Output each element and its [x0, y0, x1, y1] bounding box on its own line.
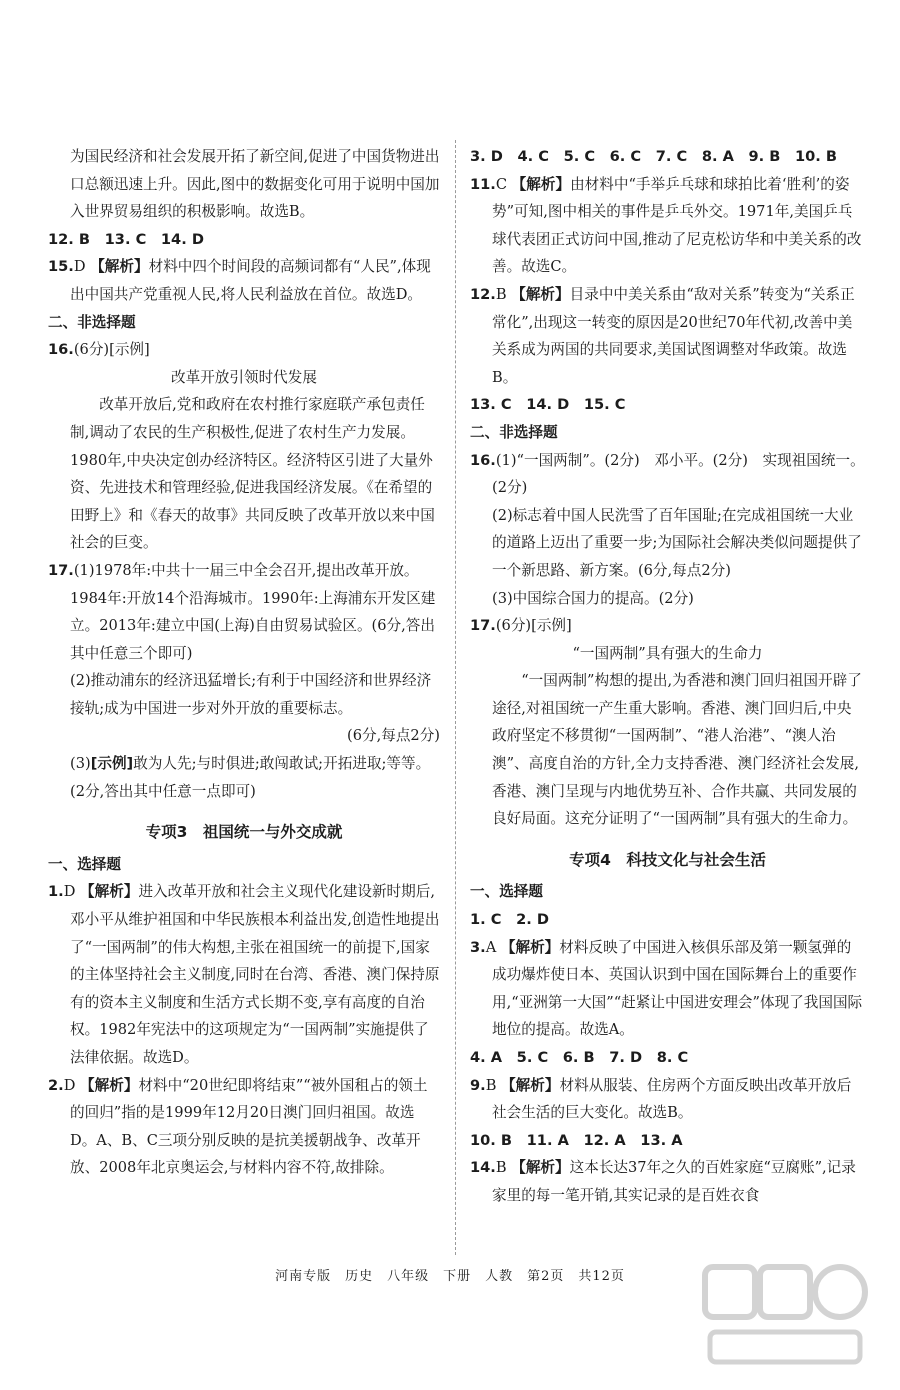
question-17-part2-score: (6分,每点2分)	[347, 727, 440, 745]
question-2: 2.D 【解析】材料中“20世纪即将结束”“被外国租占的领土的回归”指的是1999年12月20日澳门回归祖国。故选D。A、B、C三项分别反映的是抗美援朝战争、改革开放、2008年北京奥运会,与材料内容不符,故排除。	[48, 1076, 428, 1177]
question-9: 9.B 【解析】材料从服装、住房两个方面反映出改革开放后社会生活的巨大变化。故选B。	[470, 1076, 852, 1122]
answers-13-15: 13. C 14. D 15. C	[470, 396, 626, 414]
question-17-part2: (2)推动浦东的经济迅猛增长;有利于中国经济和世界经济接轨;成为中国进一步对外开放的重要标志。	[70, 672, 432, 717]
answers-10-13: 10. B 11. A 12. A 13. A	[470, 1131, 683, 1149]
question-16-part1: 16.(1)“一国两制”。(2分) 邓小平。(2分) 实现祖国统一。(2分)	[470, 451, 865, 497]
question-17-part3: (3)[示例]敢为人先;与时俱进;敢闯敢试;开拓进取;等等。(2分,答出其中任意一点即可)	[70, 755, 431, 800]
question-16-part3: (3)中国综合国力的提高。(2分)	[492, 589, 694, 607]
watermark-logo	[700, 1262, 870, 1372]
page-footer: 河南专版 历史 八年级 下册 人教 第2页 共12页	[275, 1269, 625, 1284]
question-3: 3.A 【解析】材料反映了中国进入核俱乐部及第一颗氢弹的成功爆炸使日本、英国认识到中国在国际舞台上的重要作用,“亚洲第一大国”“赶紧让中国进安理会”体现了我国国际地位的提高。故选A。	[470, 938, 863, 1039]
essay-body: “一国两制”构想的提出,为香港和澳门回归祖国开辟了途径,对祖国统一产生重大影响。香港、澳门回归后,中央政府坚定不移贯彻“一国两制”、“港人治港”、“澳人治澳”、高度自治的方针,全力支持香港、澳门经济社会发展,香港、澳门呈现与内地优势互补、合作共赢、共同发展的良好局面。这充分证明了“一国两制”具有强大的生命力。	[492, 672, 862, 828]
paragraph-continuation: 为国民经济和社会发展开拓了新空间,促进了中国货物进出口总额迅速上升。因此,图中的数据变化可用于说明中国加入世界贸易组织的积极影响。故选B。	[70, 148, 440, 221]
column-divider	[455, 140, 456, 1255]
question-14: 14.B 【解析】这本长达37年之久的百姓家庭“豆腐账”,记录家里的每一笔开销,其实记录的是百姓衣食	[470, 1159, 856, 1204]
essay-title: “一国两制”具有强大的生命力	[572, 644, 763, 662]
left-column	[48, 143, 440, 1182]
question-17-head: 17.(6分)[示例]	[470, 617, 572, 635]
section-non-choice: 二、非选择题	[470, 423, 558, 441]
answers-12-14: 12. B 13. C 14. D	[48, 230, 204, 248]
answers-4-8: 4. A 5. C 6. B 7. D 8. C	[470, 1049, 689, 1066]
section-choice: 一、选择题	[48, 855, 121, 873]
essay-title: 改革开放引领时代发展	[171, 368, 317, 386]
section-title-4: 专项4 科技文化与社会生活	[569, 850, 766, 869]
question-1: 1.D 【解析】进入改革开放和社会主义现代化建设新时期后,邓小平从维护祖国和中华民族根本利益出发,创造性地提出了“一国两制”的伟大构想,主张在祖国统一的前提下,国家的主体坚持社会主义制度,同时在台湾、香港、澳门保持原有的资本主义制度和生活方式长期不变,享有高度的自治权。1982年宪法中的这项规定为“一国两制”实施提供了法律依据。故选D。	[48, 883, 440, 1066]
section-choice: 一、选择题	[470, 883, 543, 901]
question-17-part1: 17.(1)1978年:中共十一届三中全会召开,提出改革开放。1984年:开放14个沿海城市。1990年:上海浦东开发区建立。2013年:建立中国(上海)自由贸易试验区。(6分,答出其中任意三个即可)	[48, 561, 436, 662]
question-15: 15.D 【解析】材料中四个时间段的高频词都有“人民”,体现出中国共产党重视人民,将人民利益放在首位。故选D。	[48, 258, 431, 303]
section-title-3: 专项3 祖国统一与外交成就	[145, 823, 343, 842]
right-column	[470, 143, 865, 1210]
answers-3-10: 3. D 4. C 5. C 6. C 7. C 8. A 9. B 10. B	[470, 148, 838, 165]
answers-1-2: 1. C 2. D	[470, 911, 549, 929]
question-16-head: 16.(6分)[示例]	[48, 341, 150, 359]
section-non-choice: 二、非选择题	[48, 313, 136, 331]
question-12: 12.B 【解析】目录中中美关系由“敌对关系”转变为“关系正常化”,出现这一转变的原因是20世纪70年代初,改善中美关系成为两国的共同要求,美国试图调整对华政策。故选B。	[470, 285, 855, 386]
question-16-part2: (2)标志着中国人民洗雪了百年国耻;在完成祖国统一大业的道路上迈出了重要一步;为国际社会解决类似问题提供了一个新思路、新方案。(6分,每点2分)	[492, 506, 862, 579]
question-11: 11.C 【解析】由材料中“手举乒乓球和球拍比着‘胜利’的姿势”可知,图中相关的事件是乒乓外交。1971年,美国乒乓球代表团正式访问中国,推动了尼克松访华和中美关系的改善。故选C。	[470, 175, 862, 276]
essay-body: 改革开放后,党和政府在农村推行家庭联产承包责任制,调动了农民的生产积极性,促进了农村生产力发展。1980年,中央决定创办经济特区。经济特区引进了大量外资、先进技术和管理经验,促进我国经济发展。《在希望的田野上》和《春天的故事》共同反映了改革开放以来中国社会的巨变。	[70, 396, 435, 552]
